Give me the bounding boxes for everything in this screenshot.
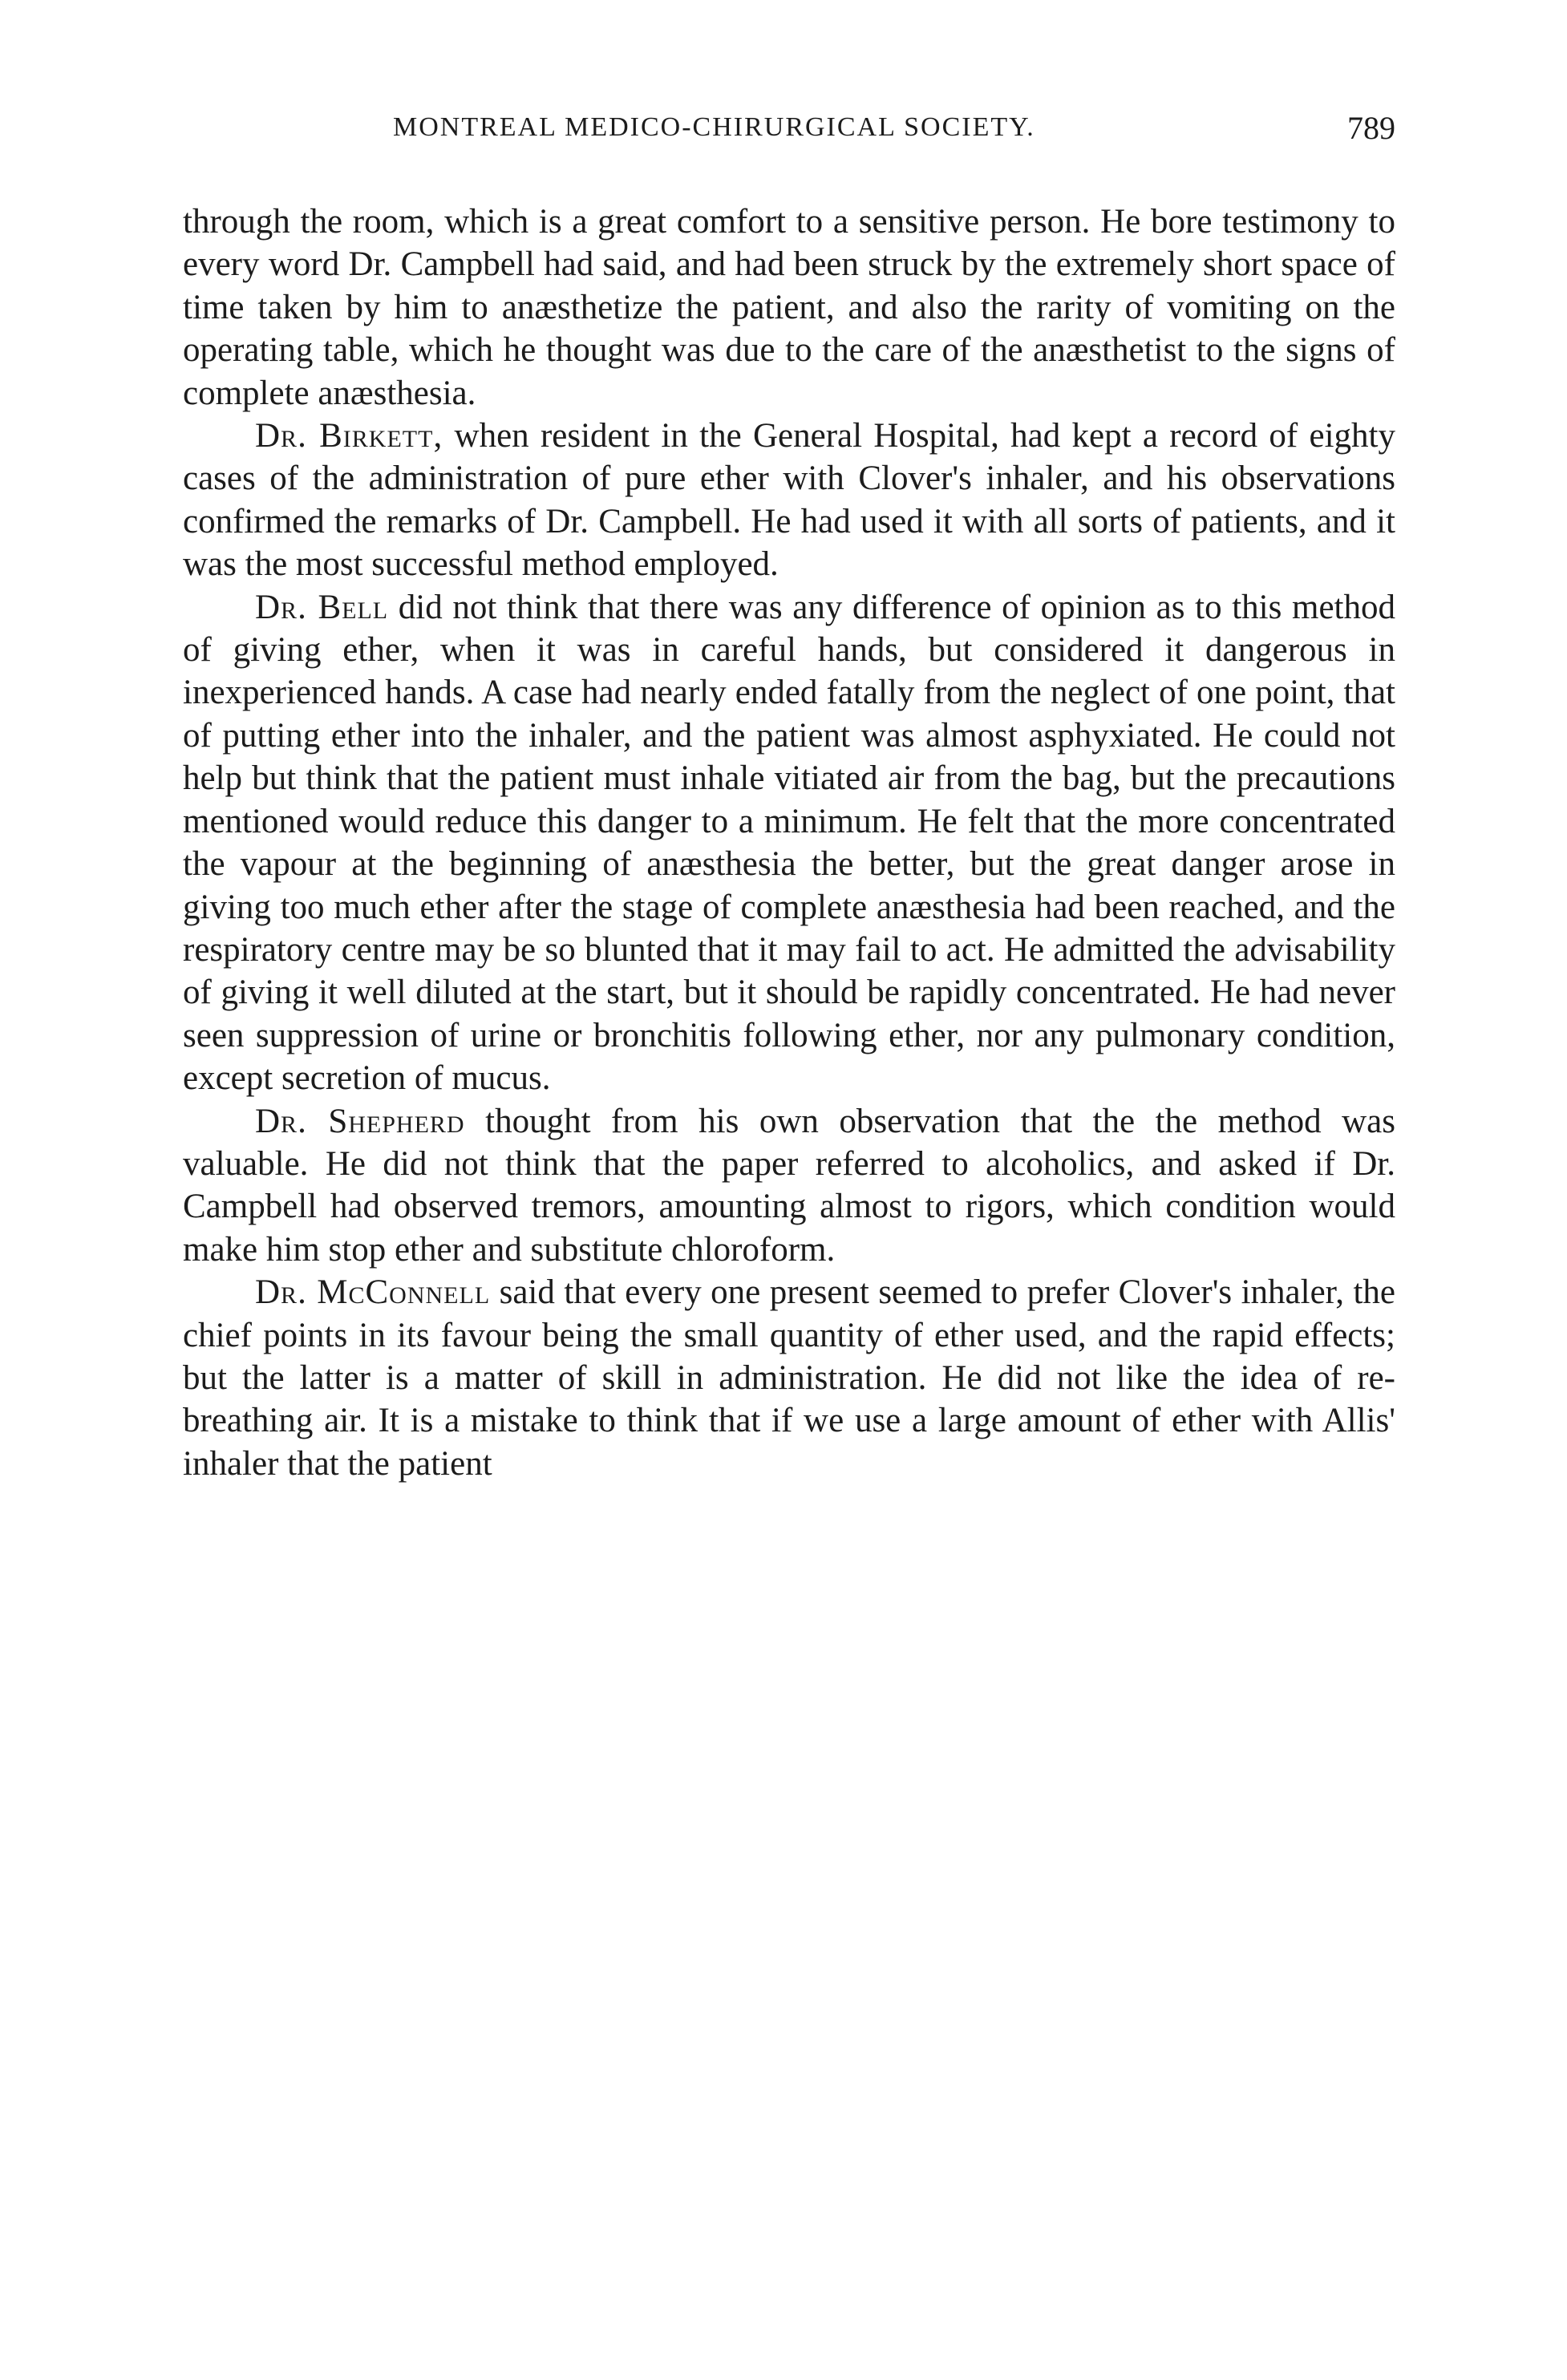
paragraph-shepherd — [183, 1100, 1395, 1272]
running-head — [192, 112, 1395, 160]
speaker-name: Dr. Shepherd — [255, 1102, 465, 1140]
paragraph-text: did not think that there was any difference of opinion as to this method of giving ether, when it was in careful hands, but considered it dangerous in inexperienced hands. A case had nearly ended fatally from the neglect of one point, that of putting ether into the inhaler, and the patient was almost asphyxiated. He could not help but think that the patient must inhale vitiated air from the bag, but the precautions mentioned would reduce this danger to a minimum. He felt that the more concentrated the vapour at the beginning of anæsthesia the better, but the great danger arose in giving too much ether after the stage of complete anæsthesia had been reached, and the respiratory centre may be so blunted that it may fail to act. He admitted the advisability of giving it well diluted at the start, but it should be rapidly concentrated. He had never seen suppression of urine or bronchitis following ether, nor any pulmonary condition, except secretion of mucus. — [183, 588, 1395, 1098]
paragraph-text: said that every one present seemed to prefer Clover's inhaler, the chief points in its favour being the small quantity of ether used, and the rapid effects; but the latter is a matter of skill in administration. He did not like the idea of re-breathing air. It is a mistake to think that if we use a large amount of ether with Allis' inhaler that the patient — [183, 1273, 1395, 1483]
speaker-name: Dr. Birkett, — [255, 417, 443, 455]
running-title: MONTREAL MEDICO-CHIRURGICAL SOCIETY. — [393, 112, 1035, 142]
paragraph-mcconnell — [183, 1271, 1395, 1485]
paragraph-continued — [183, 200, 1395, 415]
paragraph-bell — [183, 586, 1395, 1100]
paragraph-text: through the room, which is a great comfort to a sensitive person. He bore testimony to every word Dr. Campbell had said, and had been struck by the extremely short space of time taken by him to anæsthetize the patient, and also the rarity of vomiting on the operating table, which he thought was due to the care of the anæsthetist to the signs of complete anæsthesia. — [183, 203, 1395, 412]
speaker-name: Dr. McConnell — [255, 1273, 491, 1312]
paragraph-birkett — [183, 415, 1395, 586]
body-text — [183, 200, 1395, 1485]
paragraph-text: thought from his own observation that the the method was valuable. He did not think that the paper referred to alcoholics, and asked if Dr. Campbell had observed tremors, amounting almost to rigors, which condition would make him stop ether and substitute chloroform. — [183, 1102, 1396, 1269]
page-number: 789 — [1347, 110, 1395, 146]
paragraph-text: when resident in the General Hospital, had kept a record of eighty cases of the administration of pure ether with Clover's inhaler, and his observations confirmed the remarks of Dr. Campbell. He had used it with all sorts of patients, and it was the most successful method employed. — [183, 417, 1395, 584]
speaker-name: Dr. Bell — [255, 588, 389, 626]
